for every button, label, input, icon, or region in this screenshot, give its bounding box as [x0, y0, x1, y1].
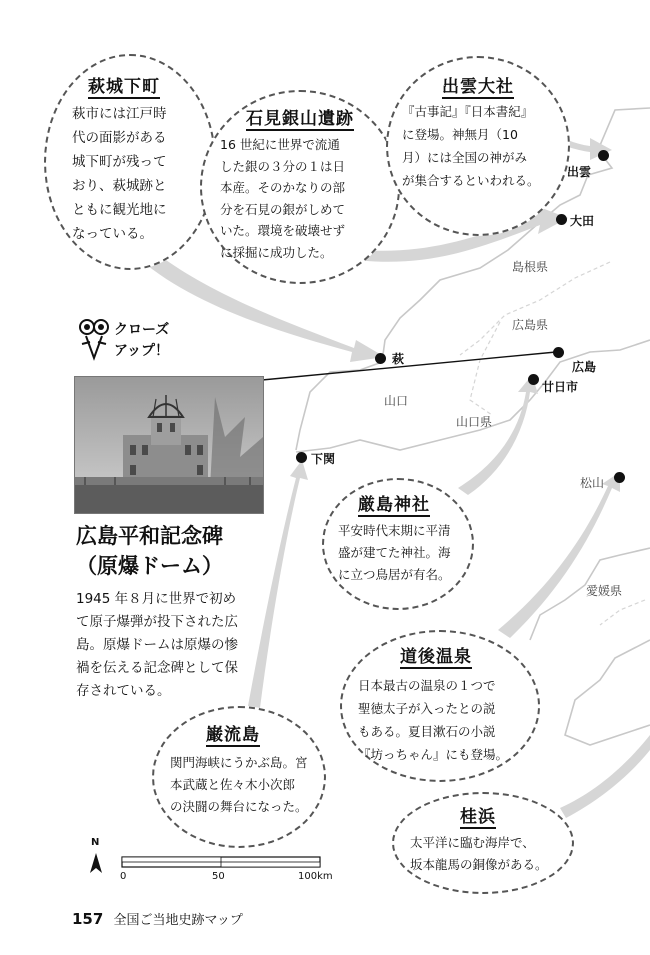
bubble-title: 道後温泉 [400, 642, 472, 669]
arrow-katsurahama [560, 735, 650, 818]
place-izumo: 出雲 [567, 165, 592, 179]
place-hatsukaichi: 廿日市 [542, 380, 579, 394]
place-hiroshima-pref: 広島県 [512, 318, 549, 332]
place-hagi: 萩 [392, 352, 405, 366]
binoculars-icon [78, 318, 110, 362]
bubble-title: 石見銀山遺跡 [246, 104, 354, 131]
arrow-itsukushima [458, 375, 538, 495]
arrow-dogo [498, 472, 623, 638]
bubble-text: 『古事記』『日本書紀』 に登場。神無月（10 月）には全国の神がみ が集合するといわれる。 [402, 104, 540, 188]
feature-body: 1945 年８月に世界で初め て原子爆弾が投下された広 島。原爆ドームは原爆の惨 禍を伝える記念碑として保 存されている。 [76, 591, 238, 699]
page-footer [72, 909, 243, 928]
place-yamaguchi-pref: 山口県 [456, 415, 493, 429]
bubble-text: 平安時代末期に平清 盛が建てた神社。海 に立つ鳥居が有名。 [338, 523, 451, 582]
scale-tick-100km: 100km [298, 871, 333, 882]
footer-title: 全国ご当地史跡マップ [113, 913, 243, 928]
atomic-bomb-dome-photo [74, 376, 264, 514]
bubble-hagi-castle-town [44, 54, 216, 270]
prefecture-border-ehime [600, 600, 645, 625]
closeup-badge [78, 318, 188, 368]
scale-tick-0: 0 [120, 871, 127, 882]
place-matsuyama: 松山 [580, 476, 605, 490]
marker-matsuyama [614, 472, 625, 483]
bubble-itsukushima-shrine [322, 478, 474, 610]
feature-title: 広島平和記念碑 （原爆ドーム） [76, 524, 223, 578]
place-shimonoseki: 下関 [311, 452, 336, 466]
bubble-katsurahama [392, 792, 574, 894]
bubble-iwami-ginzan [200, 90, 400, 284]
marker-hatsukaichi [528, 374, 539, 385]
bubble-title: 巌流島 [206, 720, 260, 747]
bubble-izumo-taisha [386, 56, 570, 236]
bubble-text: 萩市には江戸時 代の面影がある 城下町が残って おり、萩城跡と ともに観光地に なっている。 [72, 106, 167, 242]
bubble-text: 日本最古の温泉の１つで 聖徳太子が入ったとの説 もある。夏目漱石の小説 『坊っちゃん』にも登場。 [358, 678, 509, 762]
scale-tick-50: 50 [212, 871, 225, 882]
place-ehime-pref: 愛媛県 [586, 584, 623, 598]
bubble-title: 萩城下町 [88, 72, 160, 99]
bubble-title: 厳島神社 [358, 490, 430, 517]
coastline-seto-north [296, 340, 650, 452]
closeup-label: クローズ アップ！ [114, 322, 170, 359]
marker-oda [556, 214, 567, 225]
marker-hagi [375, 353, 386, 364]
coastline-shikoku-south [565, 640, 650, 745]
place-oda: 大田 [570, 214, 595, 228]
north-arrow-icon [90, 853, 102, 873]
marker-izumo [598, 150, 609, 161]
page-number: 157 [72, 910, 104, 928]
bubble-title: 出雲大社 [442, 72, 514, 99]
bubble-text: 太平洋に臨む海岸で、 坂本龍馬の銅像がある。 [410, 835, 548, 872]
marker-shimonoseki [296, 452, 307, 463]
place-yamaguchi: 山口 [384, 394, 409, 408]
place-shimane-pref: 島根県 [512, 260, 549, 274]
bubble-text: 16 世紀に世界で流通 した銀の３分の１は日 本産。そのかなりの部 分を石見の銀がしめて いた。環境を破壊せず に採掘に成功した。 [220, 137, 346, 260]
place-hiroshima: 広島 [572, 360, 597, 374]
bubble-ganryujima [152, 706, 326, 848]
bubble-title: 桂浜 [460, 802, 496, 829]
scale-bar [90, 837, 340, 893]
marker-hiroshima [553, 347, 564, 358]
prefecture-border-shimane-hiroshima [460, 262, 610, 355]
dome-leader-line [262, 352, 556, 380]
north-label: N [91, 837, 100, 848]
bubble-text: 関門海峡にうかぶ島。宮 本武蔵と佐々木小次郎 の決闘の舞台になった。 [170, 755, 308, 814]
prefecture-border-hiroshima-yamaguchi [470, 322, 500, 415]
bubble-dogo-onsen [340, 630, 540, 782]
